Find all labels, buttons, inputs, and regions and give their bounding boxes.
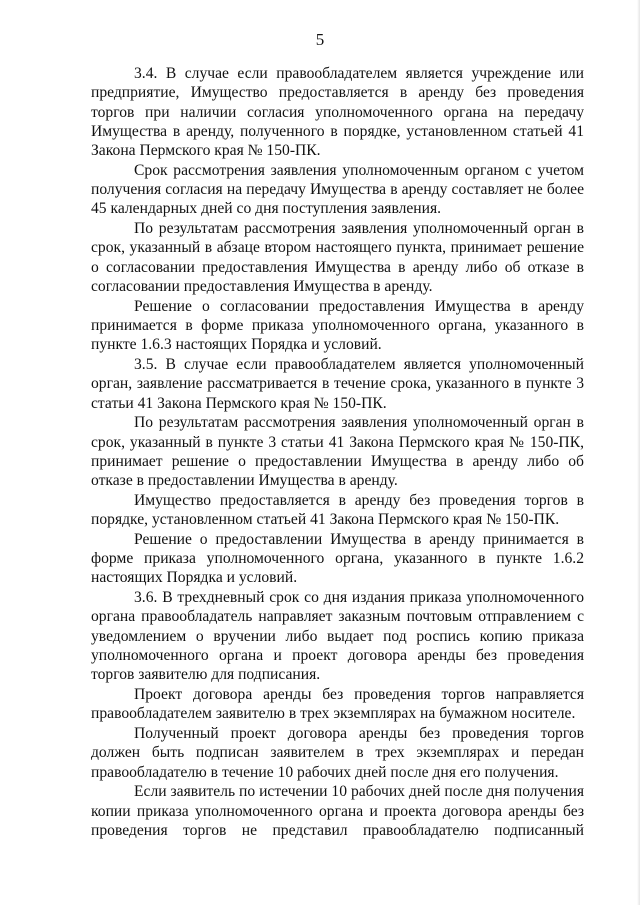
paragraph-3-5-decision: По результатам рассмотрения заявления уполномоченный орган в срок, указанный в пункте 3 статьи 41 Закона Пермского края № 150-ПК, принимает решение о предоставлении Имущества в аренду либо об отказе в предоставлении Имущества в аренду.	[91, 414, 584, 490]
paragraph-3-4: 3.4. В случае если правообладателем является учреждение или предприятие, Имущество предоставляется в аренду без проведения торгов при наличии согласия уполномоченного органа на передачу Имущества в аренду, полученного в порядке, установленном статьей 41 Закона Пермского края № 150-ПК.	[91, 65, 584, 160]
paragraph-contract-signing: Полученный проект договора аренды без проведения торгов должен быть подписан заявителем в трех экземплярах и передан правообладателю в течение 10 рабочих дней после дня его получения.	[91, 725, 584, 781]
paragraph-failure-to-sign: Если заявитель по истечении 10 рабочих дней после дня получения копии приказа уполномоченного органа и проекта договора аренды без проведения торгов не представил правообладателю подписанный	[91, 783, 584, 839]
paragraph-grant-order: Решение о предоставлении Имущества в аренду принимается в форме приказа уполномоченного органа, указанного в пункте 1.6.2 настоящих Порядка и условий.	[91, 530, 584, 587]
paragraph-approval-order: Решение о согласовании предоставления Имущества в аренду принимается в форме приказа уполномоченного органа, указанного в пункте 1.6.3 настоящих Порядка и условий.	[91, 297, 584, 354]
paragraph-3-5: 3.5. В случае если правообладателем является уполномоченный орган, заявление рассматривается в течение срока, указанного в пункте 3 статьи 41 Закона Пермского края № 150-ПК.	[91, 356, 584, 412]
paragraph-contract-copies: Проект договора аренды без проведения торгов направляется правообладателем заявителю в трех экземплярах на бумажном носителе.	[91, 686, 584, 723]
paragraph-review-term: Срок рассмотрения заявления уполномоченным органом с учетом получения согласия на передачу Имущества в аренду составляет не более 45 календарных дней со дня поступления заявления.	[91, 161, 584, 218]
page-number: 5	[315, 30, 325, 49]
paragraph-review-decision: По результатам рассмотрения заявления уполномоченный орган в срок, указанный в абзаце втором настоящего пункта, принимает решение о согласовании предоставления Имущества в аренду либо об отказе в согласовании предоставления Имущества в аренду.	[91, 220, 584, 296]
paragraph-lease-without-tender: Имущество предоставляется в аренду без проведения торгов в порядке, установленном статьей 41 Закона Пермского края № 150-ПК.	[91, 491, 584, 529]
document-body	[91, 64, 584, 841]
paragraph-3-6: 3.6. В трехдневный срок со дня издания приказа уполномоченного органа правообладатель направляет заказным почтовым отправлением с уведомлением о вручении либо выдает под роспись копию приказа уполномоченного органа и проект договора аренды без проведения торгов заявителю для подписания.	[91, 589, 584, 684]
